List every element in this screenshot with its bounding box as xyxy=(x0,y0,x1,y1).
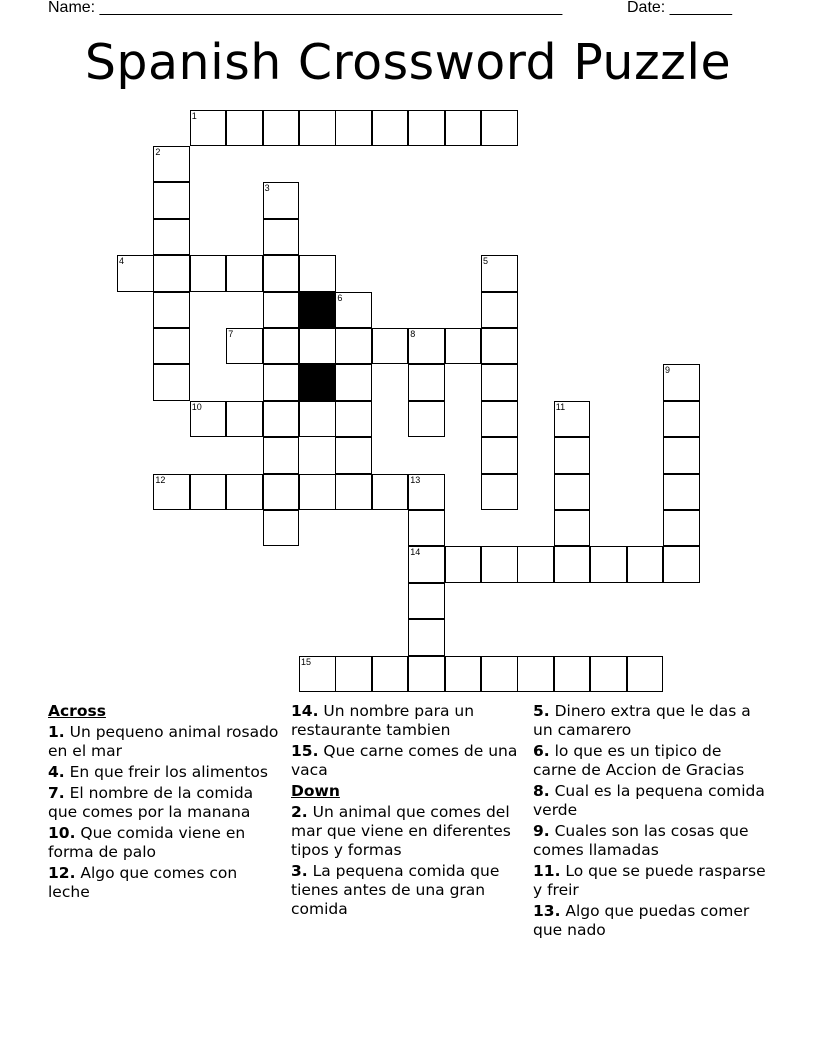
grid-cell[interactable] xyxy=(663,401,700,438)
clue-text: Un animal que comes del mar que viene en diferentes tipos y formas xyxy=(291,803,511,859)
clue-item xyxy=(291,702,526,740)
grid-cell[interactable] xyxy=(554,510,591,547)
clue-number-label: 1. xyxy=(48,723,65,741)
clue-number-label: 11. xyxy=(533,862,561,880)
clues-column-1 xyxy=(48,702,283,904)
grid-cell[interactable] xyxy=(481,401,518,438)
clue-number: 12 xyxy=(155,474,166,485)
grid-cell[interactable] xyxy=(445,328,482,365)
grid-cell[interactable] xyxy=(335,656,372,693)
grid-cell[interactable] xyxy=(481,292,518,329)
clue-text: Algo que comes con leche xyxy=(48,864,238,901)
clue-number: 9 xyxy=(665,365,671,376)
clue-number: 6 xyxy=(337,292,343,303)
grid-cell[interactable] xyxy=(590,546,627,583)
grid-cell[interactable] xyxy=(153,292,190,329)
clue-number-label: 10. xyxy=(48,824,76,842)
grid-cell[interactable] xyxy=(190,401,227,438)
date-field-label: Date: _______ xyxy=(627,0,732,16)
clue-text: Un nombre para un restaurante tambien xyxy=(291,702,475,739)
grid-cell[interactable] xyxy=(335,364,372,401)
grid-cell[interactable] xyxy=(554,401,591,438)
grid-cell[interactable] xyxy=(263,364,300,401)
clue-number: 7 xyxy=(228,328,234,339)
clue-number-label: 5. xyxy=(533,702,550,720)
grid-cell[interactable] xyxy=(481,437,518,474)
grid-cell[interactable] xyxy=(263,110,300,147)
grid-cell[interactable] xyxy=(263,474,300,511)
grid-cell[interactable] xyxy=(663,474,700,511)
grid-cell[interactable] xyxy=(299,110,336,147)
clue-text: Cuales son las cosas que comes llamadas xyxy=(533,822,749,859)
clue-item xyxy=(533,742,768,780)
section-heading: Across xyxy=(48,702,106,720)
grid-cell[interactable] xyxy=(153,364,190,401)
clue-number-label: 4. xyxy=(48,763,65,781)
grid-cell[interactable] xyxy=(299,255,336,292)
clues-column-3 xyxy=(533,702,768,942)
grid-cell[interactable] xyxy=(481,656,518,693)
grid-cell[interactable] xyxy=(554,656,591,693)
grid-cell[interactable] xyxy=(190,110,227,147)
clue-text: El nombre de la comida que comes por la manana xyxy=(48,784,254,821)
grid-cell[interactable] xyxy=(263,401,300,438)
grid-cell[interactable] xyxy=(263,182,300,219)
grid-cell[interactable] xyxy=(481,364,518,401)
clue-number-label: 13. xyxy=(533,902,561,920)
clue-number-label: 12. xyxy=(48,864,76,882)
clue-text: Que carne comes de una vaca xyxy=(291,742,518,779)
grid-cell[interactable] xyxy=(153,182,190,219)
grid-cell[interactable] xyxy=(263,292,300,329)
clue-text: Dinero extra que le das a un camarero xyxy=(533,702,751,739)
grid-cell[interactable] xyxy=(554,546,591,583)
clue-text: Que comida viene en forma de palo xyxy=(48,824,246,861)
clue-number-label: 7. xyxy=(48,784,65,802)
clue-text: Cual es la pequena comida verde xyxy=(533,782,765,819)
clue-item xyxy=(533,902,768,940)
grid-cell[interactable] xyxy=(408,401,445,438)
grid-cell[interactable] xyxy=(263,219,300,256)
clue-text: Algo que puedas comer que nado xyxy=(533,902,750,939)
grid-cell[interactable] xyxy=(299,328,336,365)
clue-number: 15 xyxy=(301,656,312,667)
grid-cell[interactable] xyxy=(481,255,518,292)
grid-cell[interactable] xyxy=(372,474,409,511)
clue-number: 10 xyxy=(191,401,202,412)
clue-number: 14 xyxy=(410,547,421,558)
clue-item xyxy=(48,864,283,902)
clue-item xyxy=(291,742,526,780)
grid-cell[interactable] xyxy=(372,328,409,365)
clue-item xyxy=(533,702,768,740)
grid-cell[interactable] xyxy=(481,474,518,511)
clue-number: 4 xyxy=(119,256,125,267)
grid-cell[interactable] xyxy=(445,546,482,583)
clue-item xyxy=(48,784,283,822)
clue-text: Lo que se puede rasparse y freir xyxy=(533,862,766,899)
grid-cell[interactable] xyxy=(335,401,372,438)
clue-number-label: 3. xyxy=(291,862,308,880)
grid-cell[interactable] xyxy=(627,656,664,693)
clue-item xyxy=(533,782,768,820)
clue-number-label: 6. xyxy=(533,742,550,760)
clue-number: 11 xyxy=(555,401,566,412)
clue-number: 5 xyxy=(483,256,489,267)
clue-number: 13 xyxy=(410,474,421,485)
clue-item xyxy=(48,763,283,782)
grid-cell[interactable] xyxy=(445,110,482,147)
grid-cell[interactable] xyxy=(372,656,409,693)
grid-cell[interactable] xyxy=(226,255,263,292)
grid-cell[interactable] xyxy=(263,510,300,547)
black-cell xyxy=(299,292,336,329)
clue-item xyxy=(48,723,283,761)
grid-cell[interactable] xyxy=(335,110,372,147)
clue-number-label: 2. xyxy=(291,803,308,821)
clue-item xyxy=(533,862,768,900)
grid-cell[interactable] xyxy=(226,474,263,511)
grid-cell[interactable] xyxy=(481,328,518,365)
grid-cell[interactable] xyxy=(190,474,227,511)
grid-cell[interactable] xyxy=(153,474,190,511)
clue-number: 8 xyxy=(410,328,416,339)
clue-number: 1 xyxy=(191,110,197,121)
grid-cell[interactable] xyxy=(226,401,263,438)
grid-cell[interactable] xyxy=(117,255,154,292)
grid-cell[interactable] xyxy=(408,583,445,620)
grid-cell[interactable] xyxy=(554,474,591,511)
grid-cell[interactable] xyxy=(153,328,190,365)
grid-cell[interactable] xyxy=(153,255,190,292)
grid-cell[interactable] xyxy=(190,255,227,292)
clue-number-label: 8. xyxy=(533,782,550,800)
section-heading: Down xyxy=(291,782,340,800)
grid-cell[interactable] xyxy=(335,328,372,365)
clues-column-2 xyxy=(291,702,526,921)
clue-item xyxy=(533,822,768,860)
clue-item xyxy=(291,862,526,919)
grid-cell[interactable] xyxy=(408,510,445,547)
grid-cell[interactable] xyxy=(335,474,372,511)
grid-cell[interactable] xyxy=(299,656,336,693)
grid-cell[interactable] xyxy=(372,110,409,147)
grid-cell[interactable] xyxy=(517,546,554,583)
grid-cell[interactable] xyxy=(517,656,554,693)
clue-number-label: 14. xyxy=(291,702,319,720)
grid-cell[interactable] xyxy=(627,546,664,583)
grid-cell[interactable] xyxy=(445,656,482,693)
clue-number: 2 xyxy=(155,146,161,157)
clue-item xyxy=(48,824,283,862)
clue-text: Un pequeno animal rosado en el mar xyxy=(48,723,279,760)
grid-cell[interactable] xyxy=(408,328,445,365)
grid-cell[interactable] xyxy=(481,110,518,147)
clue-number-label: 15. xyxy=(291,742,319,760)
clue-item xyxy=(291,803,526,860)
grid-cell[interactable] xyxy=(408,110,445,147)
name-field-label: Name: ____________________________________________________ xyxy=(48,0,563,16)
grid-cell[interactable] xyxy=(263,437,300,474)
grid-cell[interactable] xyxy=(554,437,591,474)
black-cell xyxy=(299,364,336,401)
grid-cell[interactable] xyxy=(263,255,300,292)
grid-cell[interactable] xyxy=(299,474,336,511)
grid-cell[interactable] xyxy=(663,546,700,583)
grid-cell[interactable] xyxy=(663,510,700,547)
grid-cell[interactable] xyxy=(153,146,190,183)
page-title: Spanish Crossword Puzzle xyxy=(84,34,732,91)
grid-cell[interactable] xyxy=(335,292,372,329)
grid-cell[interactable] xyxy=(153,219,190,256)
grid-cell[interactable] xyxy=(299,401,336,438)
clue-number-label: 9. xyxy=(533,822,550,840)
grid-cell[interactable] xyxy=(263,328,300,365)
grid-cell[interactable] xyxy=(481,546,518,583)
grid-cell[interactable] xyxy=(226,110,263,147)
grid-cell[interactable] xyxy=(408,656,445,693)
clue-number: 3 xyxy=(264,183,270,194)
grid-cell[interactable] xyxy=(226,328,263,365)
grid-cell[interactable] xyxy=(408,546,445,583)
grid-cell[interactable] xyxy=(590,656,627,693)
grid-cell[interactable] xyxy=(408,619,445,656)
grid-cell[interactable] xyxy=(663,437,700,474)
grid-cell[interactable] xyxy=(663,364,700,401)
clue-text: lo que es un tipico de carne de Accion de Gracias xyxy=(533,742,745,779)
clue-text: La pequena comida que tienes antes de una gran comida xyxy=(291,862,500,918)
grid-cell[interactable] xyxy=(408,364,445,401)
clue-text: En que freir los alimentos xyxy=(64,763,268,781)
grid-cell[interactable] xyxy=(335,437,372,474)
grid-cell[interactable] xyxy=(408,474,445,511)
